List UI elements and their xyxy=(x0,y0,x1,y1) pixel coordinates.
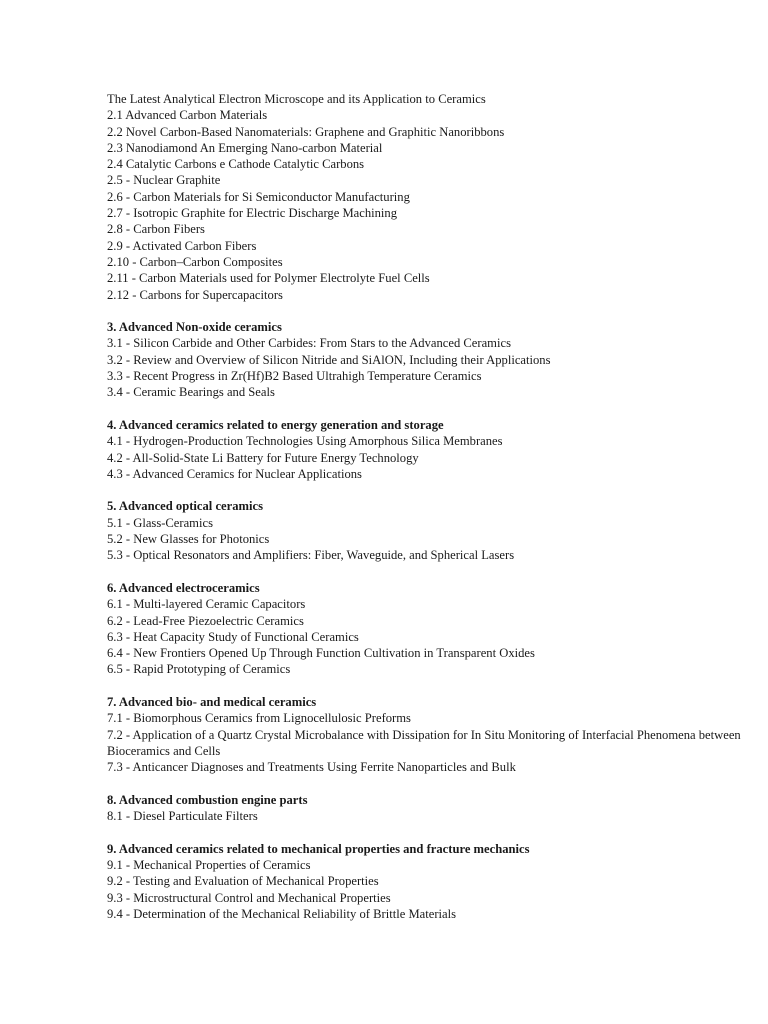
list-item: 4.3 - Advanced Ceramics for Nuclear Applications xyxy=(107,466,362,481)
section-5 xyxy=(107,498,747,563)
list-item: 2.5 - Nuclear Graphite xyxy=(107,173,221,188)
list-item: 3.2 - Review and Overview of Silicon Nitride and SiAlON, Including their Applications xyxy=(107,352,551,367)
list-item: 6.5 - Rapid Prototyping of Ceramics xyxy=(107,662,291,677)
document-page xyxy=(107,91,747,922)
list-item: 2.8 - Carbon Fibers xyxy=(107,222,205,237)
section-heading: 4. Advanced ceramics related to energy generation and storage xyxy=(107,417,444,432)
section-heading: 7. Advanced bio- and medical ceramics xyxy=(107,694,317,709)
intro-section xyxy=(107,91,747,303)
list-item: 4.1 - Hydrogen-Production Technologies Using Amorphous Silica Membranes xyxy=(107,434,503,449)
list-item: 7.2 - Application of a Quartz Crystal Microbalance with Dissipation for In Situ Monitoring of Interfacial Phenomena between Bioceramics and Cells xyxy=(107,727,741,758)
section-7 xyxy=(107,694,747,775)
list-item: 2.9 - Activated Carbon Fibers xyxy=(107,238,257,253)
section-heading: 6. Advanced electroceramics xyxy=(107,580,260,595)
list-item: 2.3 Nanodiamond An Emerging Nano-carbon Material xyxy=(107,140,383,155)
list-item: 3.4 - Ceramic Bearings and Seals xyxy=(107,385,275,400)
list-item: 2.2 Novel Carbon-Based Nanomaterials: Graphene and Graphitic Nanoribbons xyxy=(107,124,505,139)
list-item: 2.4 Catalytic Carbons e Cathode Catalytic Carbons xyxy=(107,157,365,172)
list-item: 3.3 - Recent Progress in Zr(Hf)B2 Based Ultrahigh Temperature Ceramics xyxy=(107,369,482,384)
list-item: 3.1 - Silicon Carbide and Other Carbides: From Stars to the Advanced Ceramics xyxy=(107,336,511,351)
list-item: 5.2 - New Glasses for Photonics xyxy=(107,532,270,547)
section-heading: 9. Advanced ceramics related to mechanical properties and fracture mechanics xyxy=(107,841,530,856)
list-item: 6.4 - New Frontiers Opened Up Through Function Cultivation in Transparent Oxides xyxy=(107,646,535,661)
list-item: 2.11 - Carbon Materials used for Polymer Electrolyte Fuel Cells xyxy=(107,271,430,286)
section-heading: 5. Advanced optical ceramics xyxy=(107,499,264,514)
list-item: 6.2 - Lead-Free Piezoelectric Ceramics xyxy=(107,613,304,628)
list-item: 2.1 Advanced Carbon Materials xyxy=(107,108,268,123)
section-8 xyxy=(107,792,747,825)
list-item: 5.3 - Optical Resonators and Amplifiers: Fiber, Waveguide, and Spherical Lasers xyxy=(107,548,515,563)
list-item: 7.3 - Anticancer Diagnoses and Treatments Using Ferrite Nanoparticles and Bulk xyxy=(107,760,516,775)
list-item: 9.1 - Mechanical Properties of Ceramics xyxy=(107,857,311,872)
section-6 xyxy=(107,580,747,678)
section-3 xyxy=(107,319,747,400)
list-item: 2.6 - Carbon Materials for Si Semiconductor Manufacturing xyxy=(107,189,410,204)
section-heading: 3. Advanced Non-oxide ceramics xyxy=(107,320,282,335)
section-4 xyxy=(107,417,747,482)
section-heading: 8. Advanced combustion engine parts xyxy=(107,792,308,807)
list-item: 2.12 - Carbons for Supercapacitors xyxy=(107,287,283,302)
list-item: 5.1 - Glass-Ceramics xyxy=(107,515,213,530)
list-item: 6.1 - Multi-layered Ceramic Capacitors xyxy=(107,597,306,612)
list-item: 2.7 - Isotropic Graphite for Electric Discharge Machining xyxy=(107,206,398,221)
list-item: 7.1 - Biomorphous Ceramics from Lignocellulosic Preforms xyxy=(107,711,411,726)
list-item: 2.10 - Carbon–Carbon Composites xyxy=(107,254,283,269)
list-item: 9.2 - Testing and Evaluation of Mechanical Properties xyxy=(107,874,379,889)
list-item: 4.2 - All-Solid-State Li Battery for Future Energy Technology xyxy=(107,450,419,465)
intro-title: The Latest Analytical Electron Microscope and its Application to Ceramics xyxy=(107,92,486,106)
list-item: 6.3 - Heat Capacity Study of Functional Ceramics xyxy=(107,629,359,644)
section-9 xyxy=(107,841,747,922)
list-item: 8.1 - Diesel Particulate Filters xyxy=(107,809,258,824)
list-item: 9.4 - Determination of the Mechanical Reliability of Brittle Materials xyxy=(107,906,457,921)
list-item: 9.3 - Microstructural Control and Mechanical Properties xyxy=(107,890,391,905)
